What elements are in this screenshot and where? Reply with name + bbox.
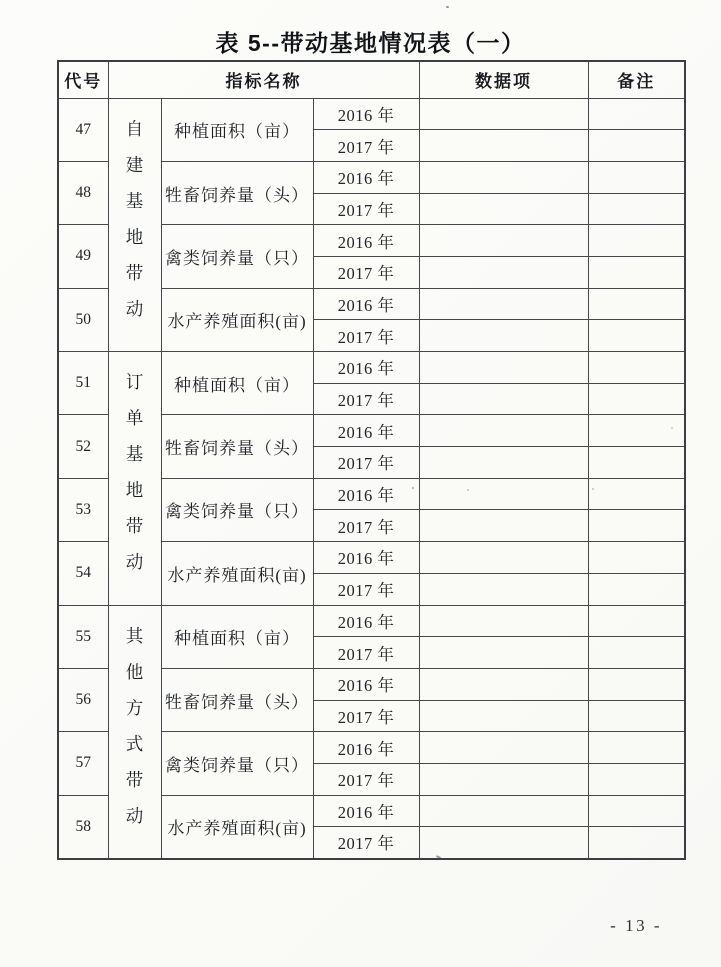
- code-cell: 47: [58, 98, 108, 161]
- data-cell: [419, 605, 588, 637]
- category-char: 动: [125, 298, 144, 319]
- note-cell: [588, 256, 685, 288]
- data-cell: [419, 288, 588, 320]
- category-char: 带: [125, 516, 144, 537]
- data-cell: [419, 352, 588, 384]
- header-cell-code: 代号: [58, 61, 108, 98]
- year-cell: 2017 年: [313, 510, 419, 542]
- code-cell: 57: [58, 732, 108, 795]
- page-number: - 13 -: [610, 916, 662, 935]
- data-cell: [419, 510, 588, 542]
- year-cell: 2017 年: [313, 827, 419, 859]
- year-cell: 2017 年: [313, 383, 419, 415]
- table-row: [58, 605, 685, 637]
- note-cell: [588, 447, 685, 479]
- code-cell: 56: [58, 668, 108, 731]
- base-situation-table: [57, 60, 686, 860]
- note-cell: [588, 700, 685, 732]
- indicator-cell: 种植面积（亩）: [161, 352, 313, 415]
- data-cell: [419, 763, 588, 795]
- note-cell: [588, 352, 685, 384]
- note-cell: [588, 225, 685, 257]
- data-cell: [419, 193, 588, 225]
- category-char: 带: [125, 262, 144, 283]
- note-cell: [588, 415, 685, 447]
- code-cell: 49: [58, 225, 108, 288]
- data-cell: [419, 637, 588, 669]
- year-cell: 2017 年: [313, 637, 419, 669]
- code-cell: 53: [58, 478, 108, 541]
- code-cell: 48: [58, 161, 108, 224]
- year-cell: 2017 年: [313, 447, 419, 479]
- data-cell: [419, 161, 588, 193]
- year-cell: 2017 年: [313, 130, 419, 162]
- category-cell: [108, 98, 161, 352]
- category-char: 基: [125, 444, 144, 465]
- data-cell: [419, 320, 588, 352]
- code-cell: 55: [58, 605, 108, 668]
- data-cell: [419, 478, 588, 510]
- year-cell: 2016 年: [313, 732, 419, 764]
- note-cell: [588, 510, 685, 542]
- year-cell: 2016 年: [313, 352, 419, 384]
- category-char: 自: [125, 118, 144, 139]
- scan-speck: [671, 427, 673, 429]
- note-cell: [588, 542, 685, 574]
- note-cell: [588, 288, 685, 320]
- note-cell: [588, 573, 685, 605]
- data-cell: [419, 732, 588, 764]
- year-cell: 2016 年: [313, 98, 419, 130]
- year-cell: 2016 年: [313, 668, 419, 700]
- category-char: 带: [125, 769, 144, 790]
- scan-speck: [412, 487, 414, 489]
- page-title: 表 5--带动基地情况表（一）: [215, 30, 526, 56]
- note-cell: [588, 827, 685, 859]
- scan-speck: [446, 6, 449, 8]
- note-cell: [588, 763, 685, 795]
- data-cell: [419, 130, 588, 162]
- data-cell: [419, 383, 588, 415]
- year-cell: 2016 年: [313, 795, 419, 827]
- note-cell: [588, 320, 685, 352]
- year-cell: 2016 年: [313, 288, 419, 320]
- header-cell-data: 数据项: [419, 61, 588, 98]
- category-char: 单: [125, 408, 144, 429]
- indicator-cell: 水产养殖面积(亩): [161, 288, 313, 351]
- note-cell: [588, 478, 685, 510]
- category-vertical-label: [109, 369, 161, 575]
- indicator-cell: 种植面积（亩）: [161, 98, 313, 161]
- category-vertical-label: [109, 116, 161, 322]
- indicator-cell: 牲畜饲养量（头）: [161, 415, 313, 478]
- code-cell: 52: [58, 415, 108, 478]
- year-cell: 2016 年: [313, 605, 419, 637]
- category-char: 建: [125, 154, 144, 175]
- indicator-cell: 牲畜饲养量（头）: [161, 668, 313, 731]
- category-cell: [108, 605, 161, 859]
- category-cell: [108, 352, 161, 606]
- note-cell: [588, 795, 685, 827]
- year-cell: 2017 年: [313, 763, 419, 795]
- year-cell: 2016 年: [313, 542, 419, 574]
- data-cell: [419, 827, 588, 859]
- data-cell: [419, 256, 588, 288]
- year-cell: 2016 年: [313, 478, 419, 510]
- category-char: 他: [125, 661, 144, 682]
- note-cell: [588, 130, 685, 162]
- code-cell: 54: [58, 542, 108, 605]
- indicator-cell: 水产养殖面积(亩): [161, 542, 313, 605]
- year-cell: 2016 年: [313, 415, 419, 447]
- code-cell: 51: [58, 352, 108, 415]
- table-header-row: [58, 61, 685, 98]
- note-cell: [588, 161, 685, 193]
- indicator-cell: 种植面积（亩）: [161, 605, 313, 668]
- table-body: [58, 98, 685, 859]
- data-cell: [419, 542, 588, 574]
- indicator-cell: 水产养殖面积(亩): [161, 795, 313, 858]
- category-char: 基: [125, 190, 144, 211]
- scan-speck: [467, 489, 469, 491]
- scan-speck: [592, 488, 594, 490]
- category-char: 式: [125, 733, 144, 754]
- data-cell: [419, 447, 588, 479]
- category-vertical-label: [109, 623, 161, 828]
- year-cell: 2017 年: [313, 700, 419, 732]
- year-cell: 2016 年: [313, 225, 419, 257]
- category-char: 动: [125, 805, 144, 826]
- indicator-cell: 禽类饲养量（只）: [161, 732, 313, 795]
- category-char: 动: [125, 552, 144, 573]
- code-cell: 50: [58, 288, 108, 351]
- data-cell: [419, 700, 588, 732]
- category-char: 地: [125, 226, 144, 247]
- note-cell: [588, 732, 685, 764]
- year-cell: 2017 年: [313, 193, 419, 225]
- note-cell: [588, 98, 685, 130]
- header-cell-note: 备注: [588, 61, 685, 98]
- data-cell: [419, 668, 588, 700]
- header-cell-indicator: 指标名称: [108, 61, 419, 98]
- indicator-cell: 牲畜饲养量（头）: [161, 161, 313, 224]
- year-cell: 2017 年: [313, 256, 419, 288]
- data-cell: [419, 573, 588, 605]
- indicator-cell: 禽类饲养量（只）: [161, 225, 313, 288]
- note-cell: [588, 668, 685, 700]
- note-cell: [588, 637, 685, 669]
- note-cell: [588, 383, 685, 415]
- indicator-cell: 禽类饲养量（只）: [161, 478, 313, 541]
- table-row: [58, 352, 685, 384]
- category-char: 方: [125, 697, 144, 718]
- year-cell: 2016 年: [313, 161, 419, 193]
- note-cell: [588, 605, 685, 637]
- category-char: 其: [125, 625, 144, 646]
- data-cell: [419, 98, 588, 130]
- note-cell: [588, 193, 685, 225]
- code-cell: 58: [58, 795, 108, 858]
- table-row: [58, 98, 685, 130]
- category-char: 订: [125, 372, 144, 392]
- year-cell: 2017 年: [313, 573, 419, 605]
- category-char: 地: [125, 480, 144, 501]
- year-cell: 2017 年: [313, 320, 419, 352]
- data-cell: [419, 415, 588, 447]
- data-cell: [419, 225, 588, 257]
- data-cell: [419, 795, 588, 827]
